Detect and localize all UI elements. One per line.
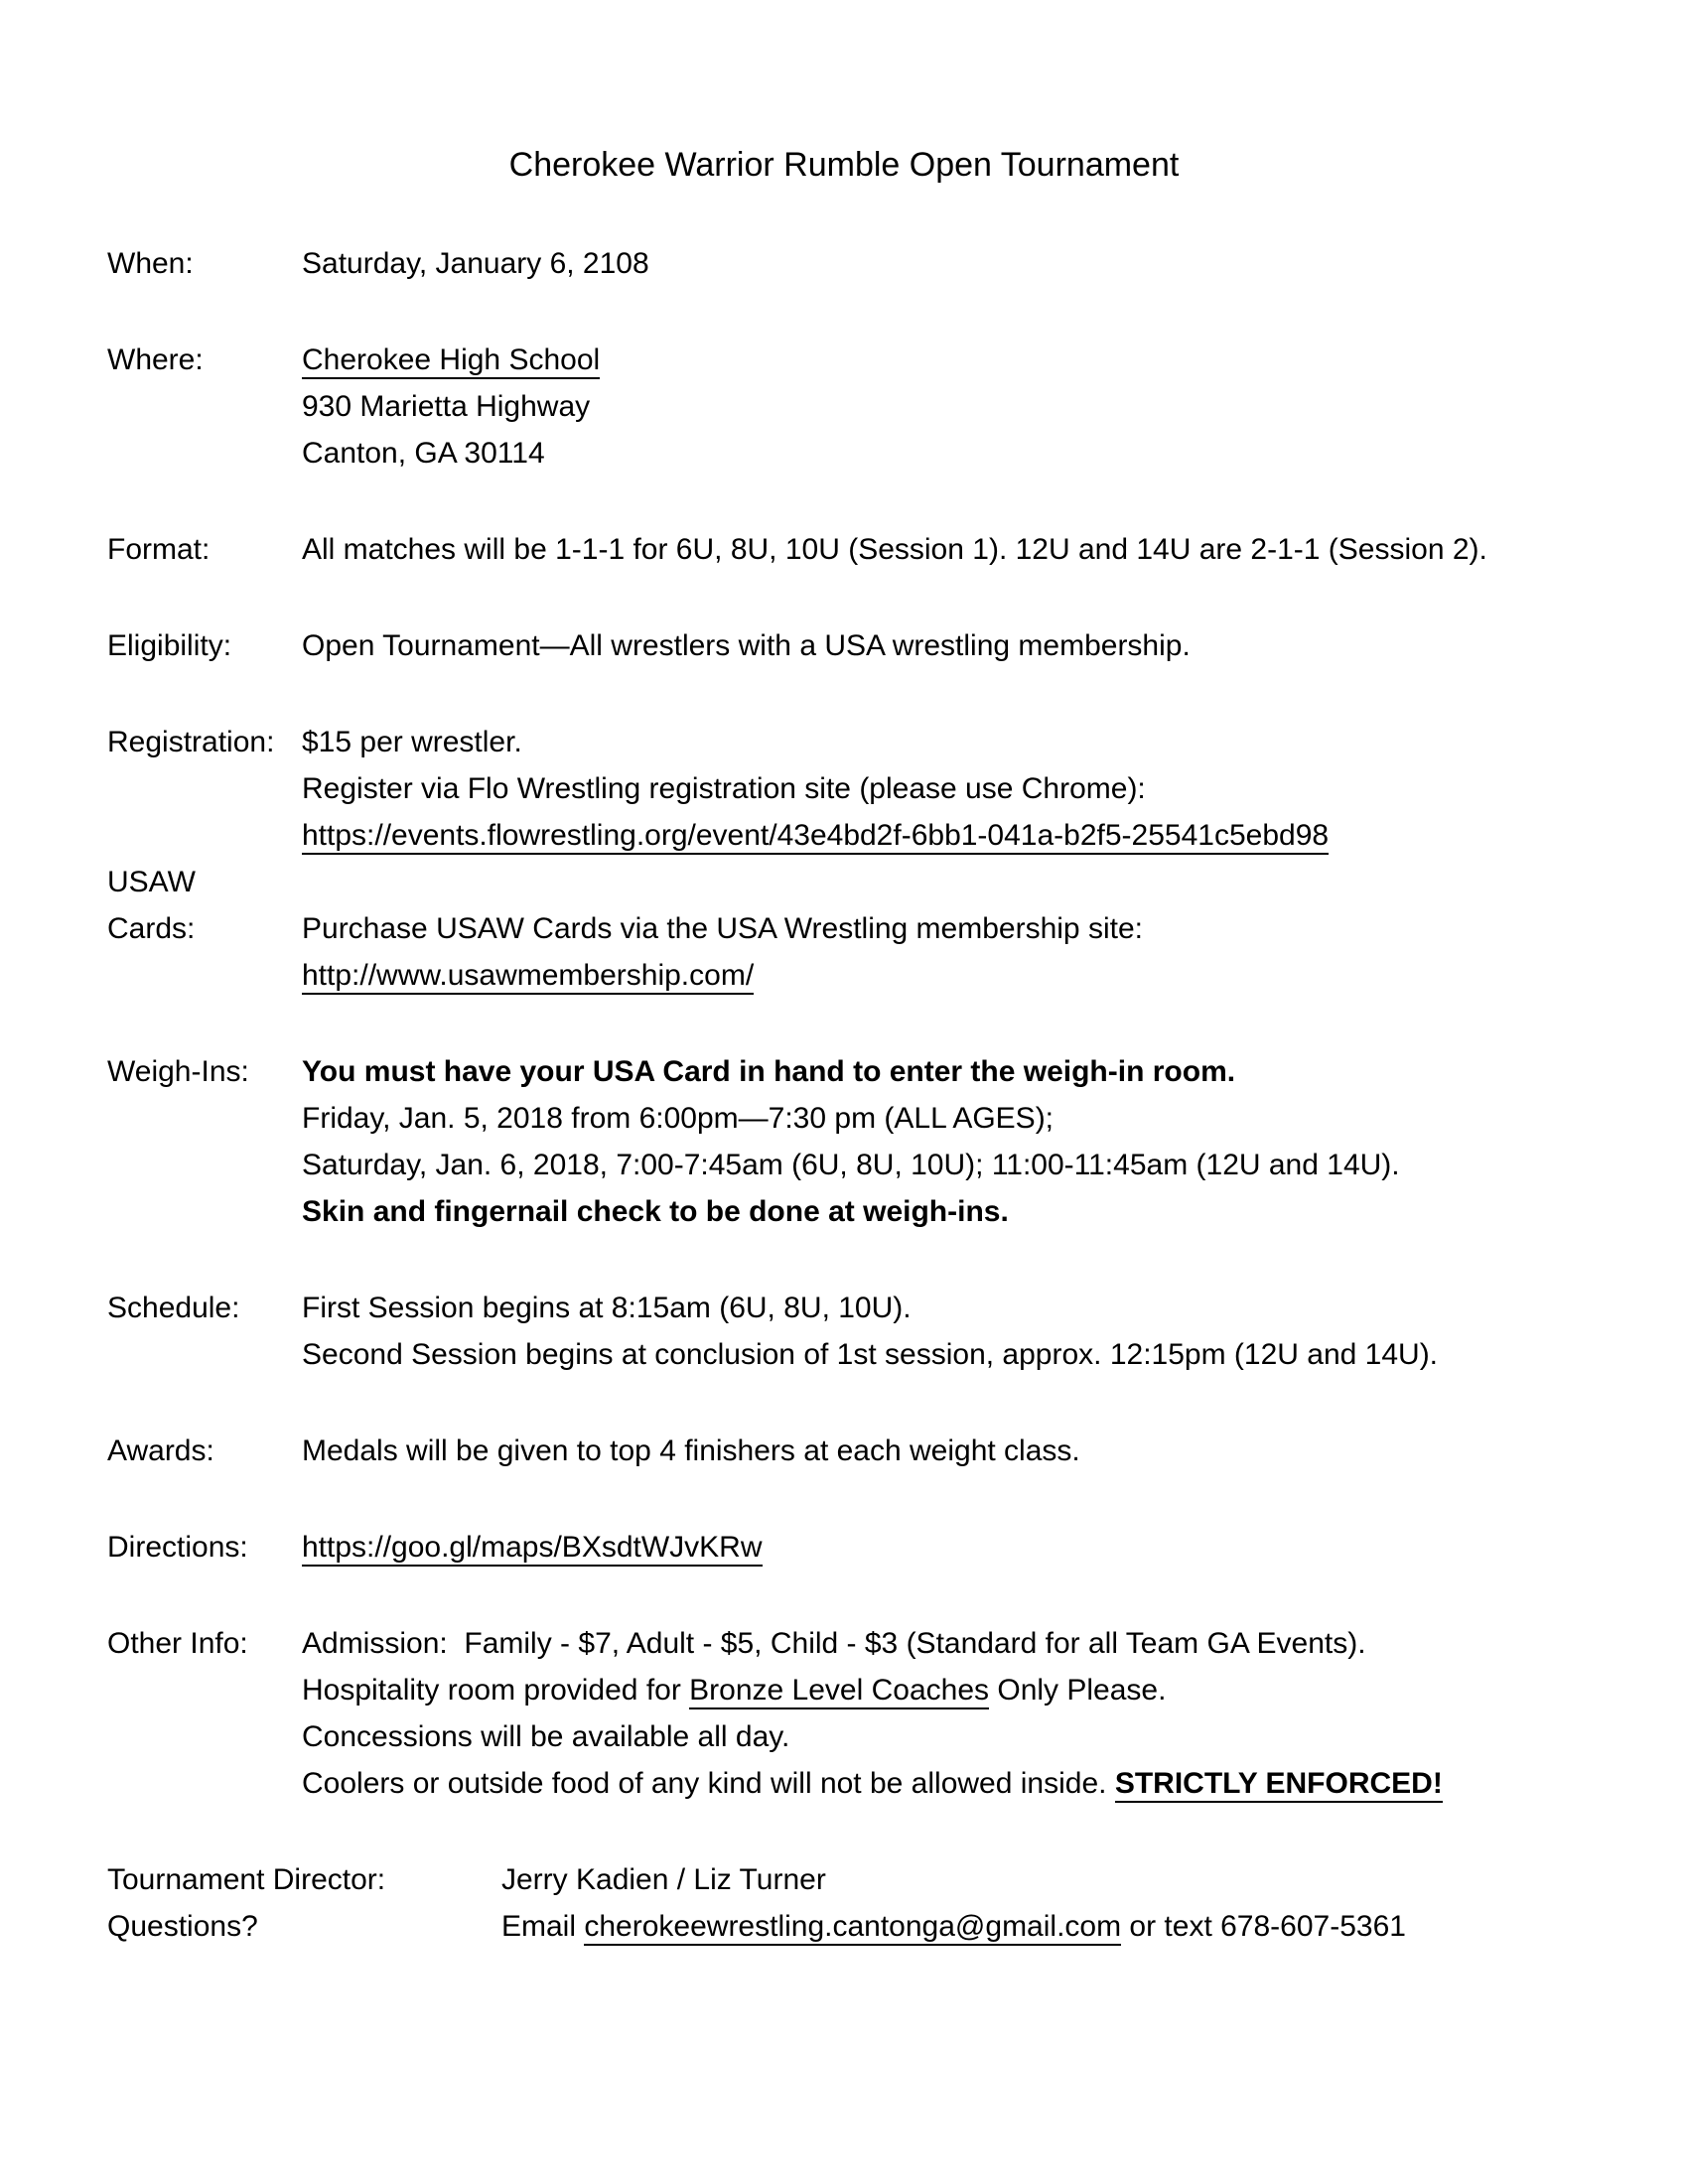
eligibility-text: Open Tournament—All wrestlers with a USA wrestling membership.: [302, 629, 1191, 662]
directions-map-link[interactable]: https://goo.gl/maps/BXsdtWJvKRw: [302, 1531, 763, 1567]
hospitality-prefix: Hospitality room provided for: [302, 1674, 690, 1706]
usaw-membership-link[interactable]: http://www.usawmembership.com/: [302, 959, 754, 995]
section-registration: [107, 719, 1628, 859]
strictly-enforced-emphasis: STRICTLY ENFORCED!: [1115, 1767, 1443, 1803]
weigh-ins-skin-check: Skin and fingernail check to be done at weigh-ins.: [302, 1195, 1009, 1228]
section-questions: [107, 1903, 1628, 1950]
tournament-director-label: Tournament Director:: [107, 1863, 386, 1896]
when-date: Saturday, January 6, 2108: [302, 247, 649, 280]
format-label: Format:: [107, 533, 211, 566]
email-suffix: or text 678-607-5361: [1121, 1910, 1406, 1943]
usaw-cards-label: [107, 859, 302, 999]
section-other-info: [107, 1620, 1628, 1807]
schedule-label: Schedule:: [107, 1292, 240, 1324]
registration-url-line: [302, 812, 1628, 859]
other-info-admission: Admission: Family - $7, Adult - $5, Child - $3 (Standard for all Team GA Events).: [302, 1627, 1366, 1660]
when-label: When:: [107, 247, 194, 280]
tournament-director-names: Jerry Kadien / Liz Turner: [501, 1863, 826, 1896]
section-directions: [107, 1524, 1628, 1570]
document-body: [107, 240, 1628, 1950]
awards-label: Awards:: [107, 1434, 214, 1467]
section-usaw-cards: [107, 859, 1628, 999]
section-awards: [107, 1428, 1628, 1474]
contact-email-link[interactable]: cherokeewrestling.cantonga@gmail.com: [584, 1910, 1121, 1946]
section-weigh-ins: [107, 1048, 1628, 1235]
other-info-label: Other Info:: [107, 1627, 248, 1660]
awards-text: Medals will be given to top 4 finishers at each weight class.: [302, 1434, 1080, 1467]
directions-url-line: [302, 1524, 1628, 1570]
weigh-ins-friday: Friday, Jan. 5, 2018 from 6:00pm—7:30 pm (ALL AGES);: [302, 1102, 1055, 1135]
other-info-hospitality: [302, 1667, 1628, 1713]
other-info-coolers: [302, 1760, 1628, 1807]
usaw-cards-text: Purchase USAW Cards via the USA Wrestling membership site:: [302, 912, 1143, 945]
weigh-ins-label: Weigh-Ins:: [107, 1055, 249, 1088]
schedule-first-session: First Session begins at 8:15am (6U, 8U, 10U).: [302, 1292, 912, 1324]
eligibility-label: Eligibility:: [107, 629, 232, 662]
section-eligibility: [107, 622, 1628, 669]
page-title: Cherokee Warrior Rumble Open Tournament: [508, 146, 1180, 184]
weigh-ins-rule: You must have your USA Card in hand to enter the weigh-in room.: [302, 1055, 1236, 1088]
usaw-cards-url-line: [302, 952, 1628, 999]
bronze-level-coaches: Bronze Level Coaches: [689, 1674, 989, 1709]
usaw-cards-label-line1: USAW: [107, 866, 196, 898]
registration-link[interactable]: https://events.flowrestling.org/event/43e4bd2f-6bb1-041a-b2f5-25541c5ebd98: [302, 819, 1329, 855]
where-venue-line: [302, 337, 1628, 383]
questions-contact: [501, 1903, 1628, 1950]
format-text: All matches will be 1-1-1 for 6U, 8U, 10U (Session 1). 12U and 14U are 2-1-1 (Session 2).: [302, 533, 1487, 566]
directions-label: Directions:: [107, 1531, 248, 1564]
where-label: Where:: [107, 343, 204, 376]
section-format: [107, 526, 1628, 573]
email-prefix: Email: [501, 1910, 585, 1943]
hospitality-suffix: Only Please.: [989, 1674, 1167, 1706]
section-tournament-director: [107, 1856, 1628, 1903]
coolers-prefix: Coolers or outside food of any kind will not be allowed inside.: [302, 1767, 1115, 1800]
registration-fee: $15 per wrestler.: [302, 726, 522, 758]
schedule-second-session: Second Session begins at conclusion of 1st session, approx. 12:15pm (12U and 14U).: [302, 1338, 1439, 1371]
section-when: [107, 240, 1628, 287]
registration-label: Registration:: [107, 726, 275, 758]
where-address-city: Canton, GA 30114: [302, 437, 545, 470]
where-address-street: 930 Marietta Highway: [302, 390, 591, 423]
questions-label: Questions?: [107, 1910, 258, 1943]
registration-instructions: Register via Flo Wrestling registration site (please use Chrome):: [302, 772, 1146, 805]
usaw-cards-label-line2: Cards:: [107, 912, 196, 945]
other-info-concessions: Concessions will be available all day.: [302, 1720, 790, 1753]
section-schedule: [107, 1285, 1628, 1378]
section-where: [107, 337, 1628, 477]
venue-name: Cherokee High School: [302, 343, 600, 379]
weigh-ins-saturday: Saturday, Jan. 6, 2018, 7:00-7:45am (6U, 8U, 10U); 11:00-11:45am (12U and 14U).: [302, 1149, 1400, 1181]
